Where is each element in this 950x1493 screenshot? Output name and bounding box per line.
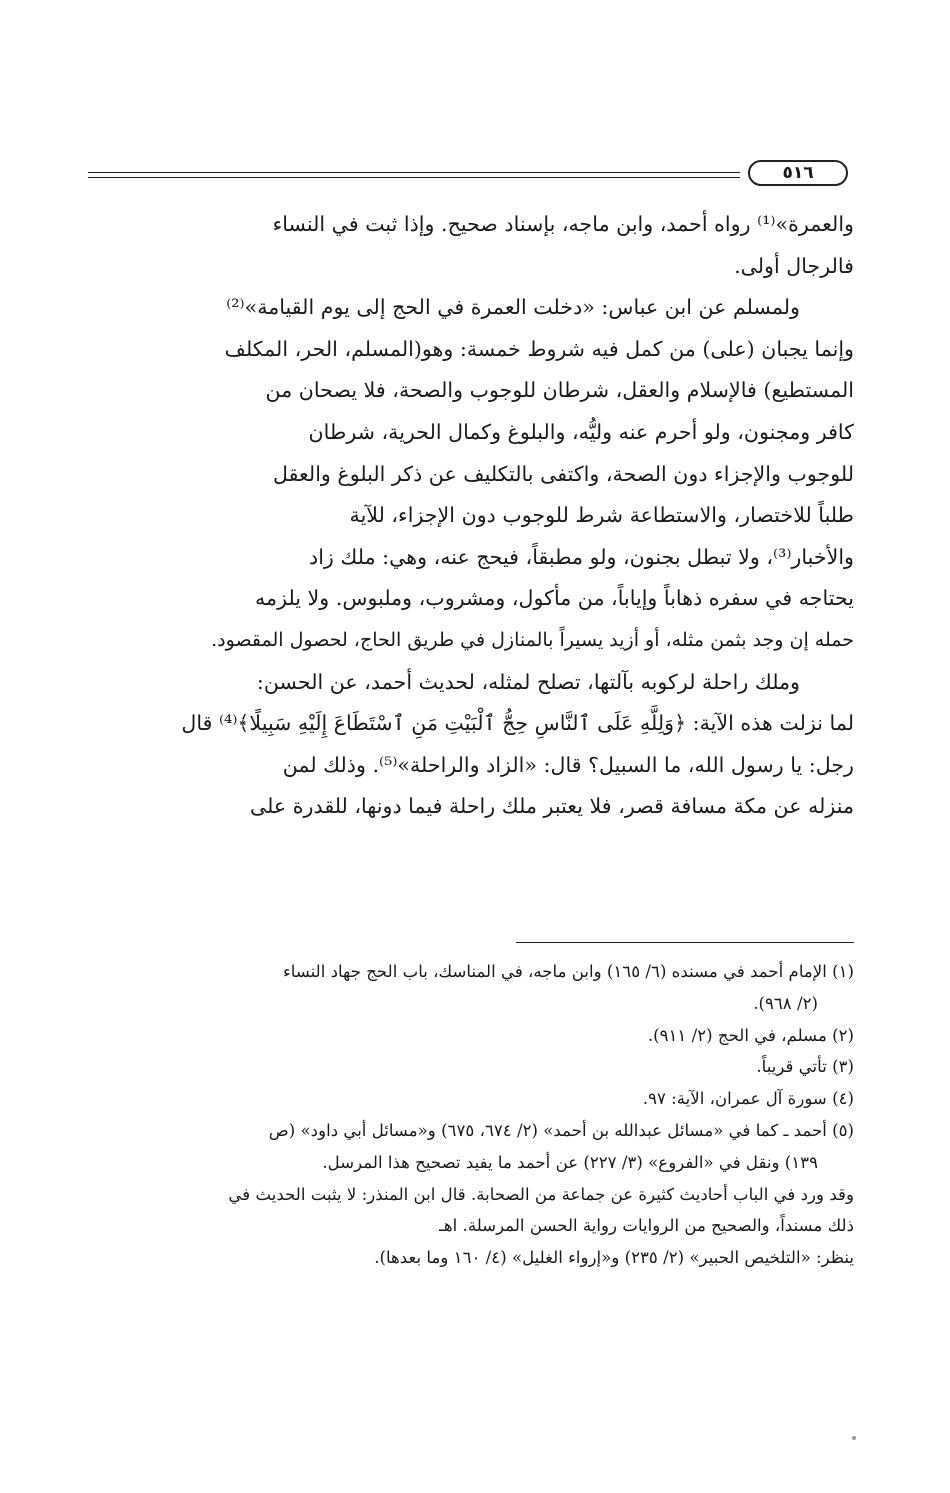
footnote-5 <box>90 1115 854 1179</box>
text-line: فالرجال أولى. <box>734 253 854 278</box>
footnotes <box>90 956 854 1274</box>
quran-verse-line: لما نزلت هذه الآية: ﴿وَلِلَّهِ عَلَى ٱلنَّاسِ حِجُّ ٱلْبَيْتِ مَنِ ٱسْتَطَاعَ إِلَيْهِ سَبِيلًا﴾⁽⁴⁾ قال <box>181 711 854 736</box>
text-line: ولمسلم عن ابن عباس: «دخلت العمرة في الحج إلى يوم القيامة»⁽²⁾ <box>226 295 800 320</box>
header-rule <box>88 172 740 173</box>
paragraph-1 <box>90 204 854 287</box>
text-line: والأخبار⁽³⁾، ولا تبطل بجنون، ولو مطبقاً، فيحج عنه، وهي: ملك زاد <box>309 544 854 569</box>
footnote-text: ١٣٩) ونقل في «الفروع» (٣/ ٢٢٧) عن أحمد ما يفيد تصحيح هذا المرسل. <box>322 1152 818 1172</box>
header-rule <box>88 177 740 178</box>
footnote-1 <box>90 956 854 1020</box>
text-line: حمله إن وجد بثمن مثله، أو أزيد يسيراً بالمنازل في طريق الحاج، لحصول المقصود. <box>211 628 854 651</box>
text-line: طلباً للاختصار، والاستطاعة شرط للوجوب دون الإجزاء، للآية <box>349 503 854 528</box>
footnote-text: ينظر: «التلخيص الحبير» (٢/ ٢٣٥) و«إرواء الغليل» (٤/ ١٦٠ وما بعدها). <box>374 1248 854 1268</box>
text-line: والعمرة»⁽¹⁾ رواه أحمد، وابن ماجه، بإسناد صحيح. وإذا ثبت في النساء <box>272 212 854 236</box>
paragraph-3 <box>90 329 854 662</box>
text-line: رجل: يا رسول الله، ما السبيل؟ قال: «الزاد والراحلة»⁽⁵⁾. وذلك لمن <box>282 752 854 777</box>
footnote-3: (٣) تأتي قريباً. <box>756 1057 854 1077</box>
text-line: المستطيع) فالإسلام والعقل، شرطان للوجوب والصحة، فلا يصحان من <box>265 378 854 403</box>
footnote-text: ذلك مسنداً، والصحيح من الروايات رواية الحسن المرسلة. اهـ <box>439 1216 854 1236</box>
footnote-text: (١) الإمام أحمد في مسنده (٦/ ١٦٥) وابن ماجه، في المناسك، باب الحج جهاد النساء <box>282 962 854 981</box>
main-text <box>90 204 854 828</box>
footnote-text: وقد ورد في الباب أحاديث كثيرة عن جماعة من الصحابة. قال ابن المنذر: لا يثبت الحديث في <box>228 1184 854 1204</box>
footnote-text: (٢/ ٩٦٨). <box>753 993 818 1013</box>
paragraph-4 <box>90 662 854 828</box>
footnote-note <box>90 1179 854 1274</box>
text-line: منزله عن مكة مسافة قصر، فلا يعتبر ملك راحلة فيما دونها، للقدرة على <box>249 794 854 819</box>
text-line: وملك راحلة لركوبه بآلتها، تصلح لمثله، لحديث أحمد، عن الحسن: <box>256 669 800 694</box>
footnote-separator <box>516 942 854 943</box>
text-line: للوجوب والإجزاء دون الصحة، واكتفى بالتكليف عن ذكر البلوغ والعقل <box>272 461 854 486</box>
text-line: يحتاجه في سفره ذهاباً وإياباً، من مأكول، ومشروب، وملبوس. ولا يلزمه <box>255 586 854 611</box>
page-number: ٥١٦ <box>748 160 848 186</box>
footnote-text: (٥) أحمد ـ كما في «مسائل عبدالله بن أحمد» (٢/ ٦٧٤، ٦٧٥) و«مسائل أبي داود» (ص <box>268 1120 854 1140</box>
footnote-2: (٢) مسلم، في الحج (٢/ ٩١١). <box>647 1025 854 1045</box>
footnote-4: (٤) سورة آل عمران، الآية: ٩٧. <box>642 1089 854 1109</box>
text-line: وإنما يجبان (على) من كمل فيه شروط خمسة: وهو(المسلم، الحر، المكلف <box>224 336 854 361</box>
page-header <box>88 160 852 190</box>
paragraph-2 <box>90 287 854 329</box>
text-line: كافر ومجنون، ولو أحرم عنه وليُّه، والبلوغ وكمال الحرية، شرطان <box>308 419 854 444</box>
scan-speck <box>852 1436 856 1440</box>
